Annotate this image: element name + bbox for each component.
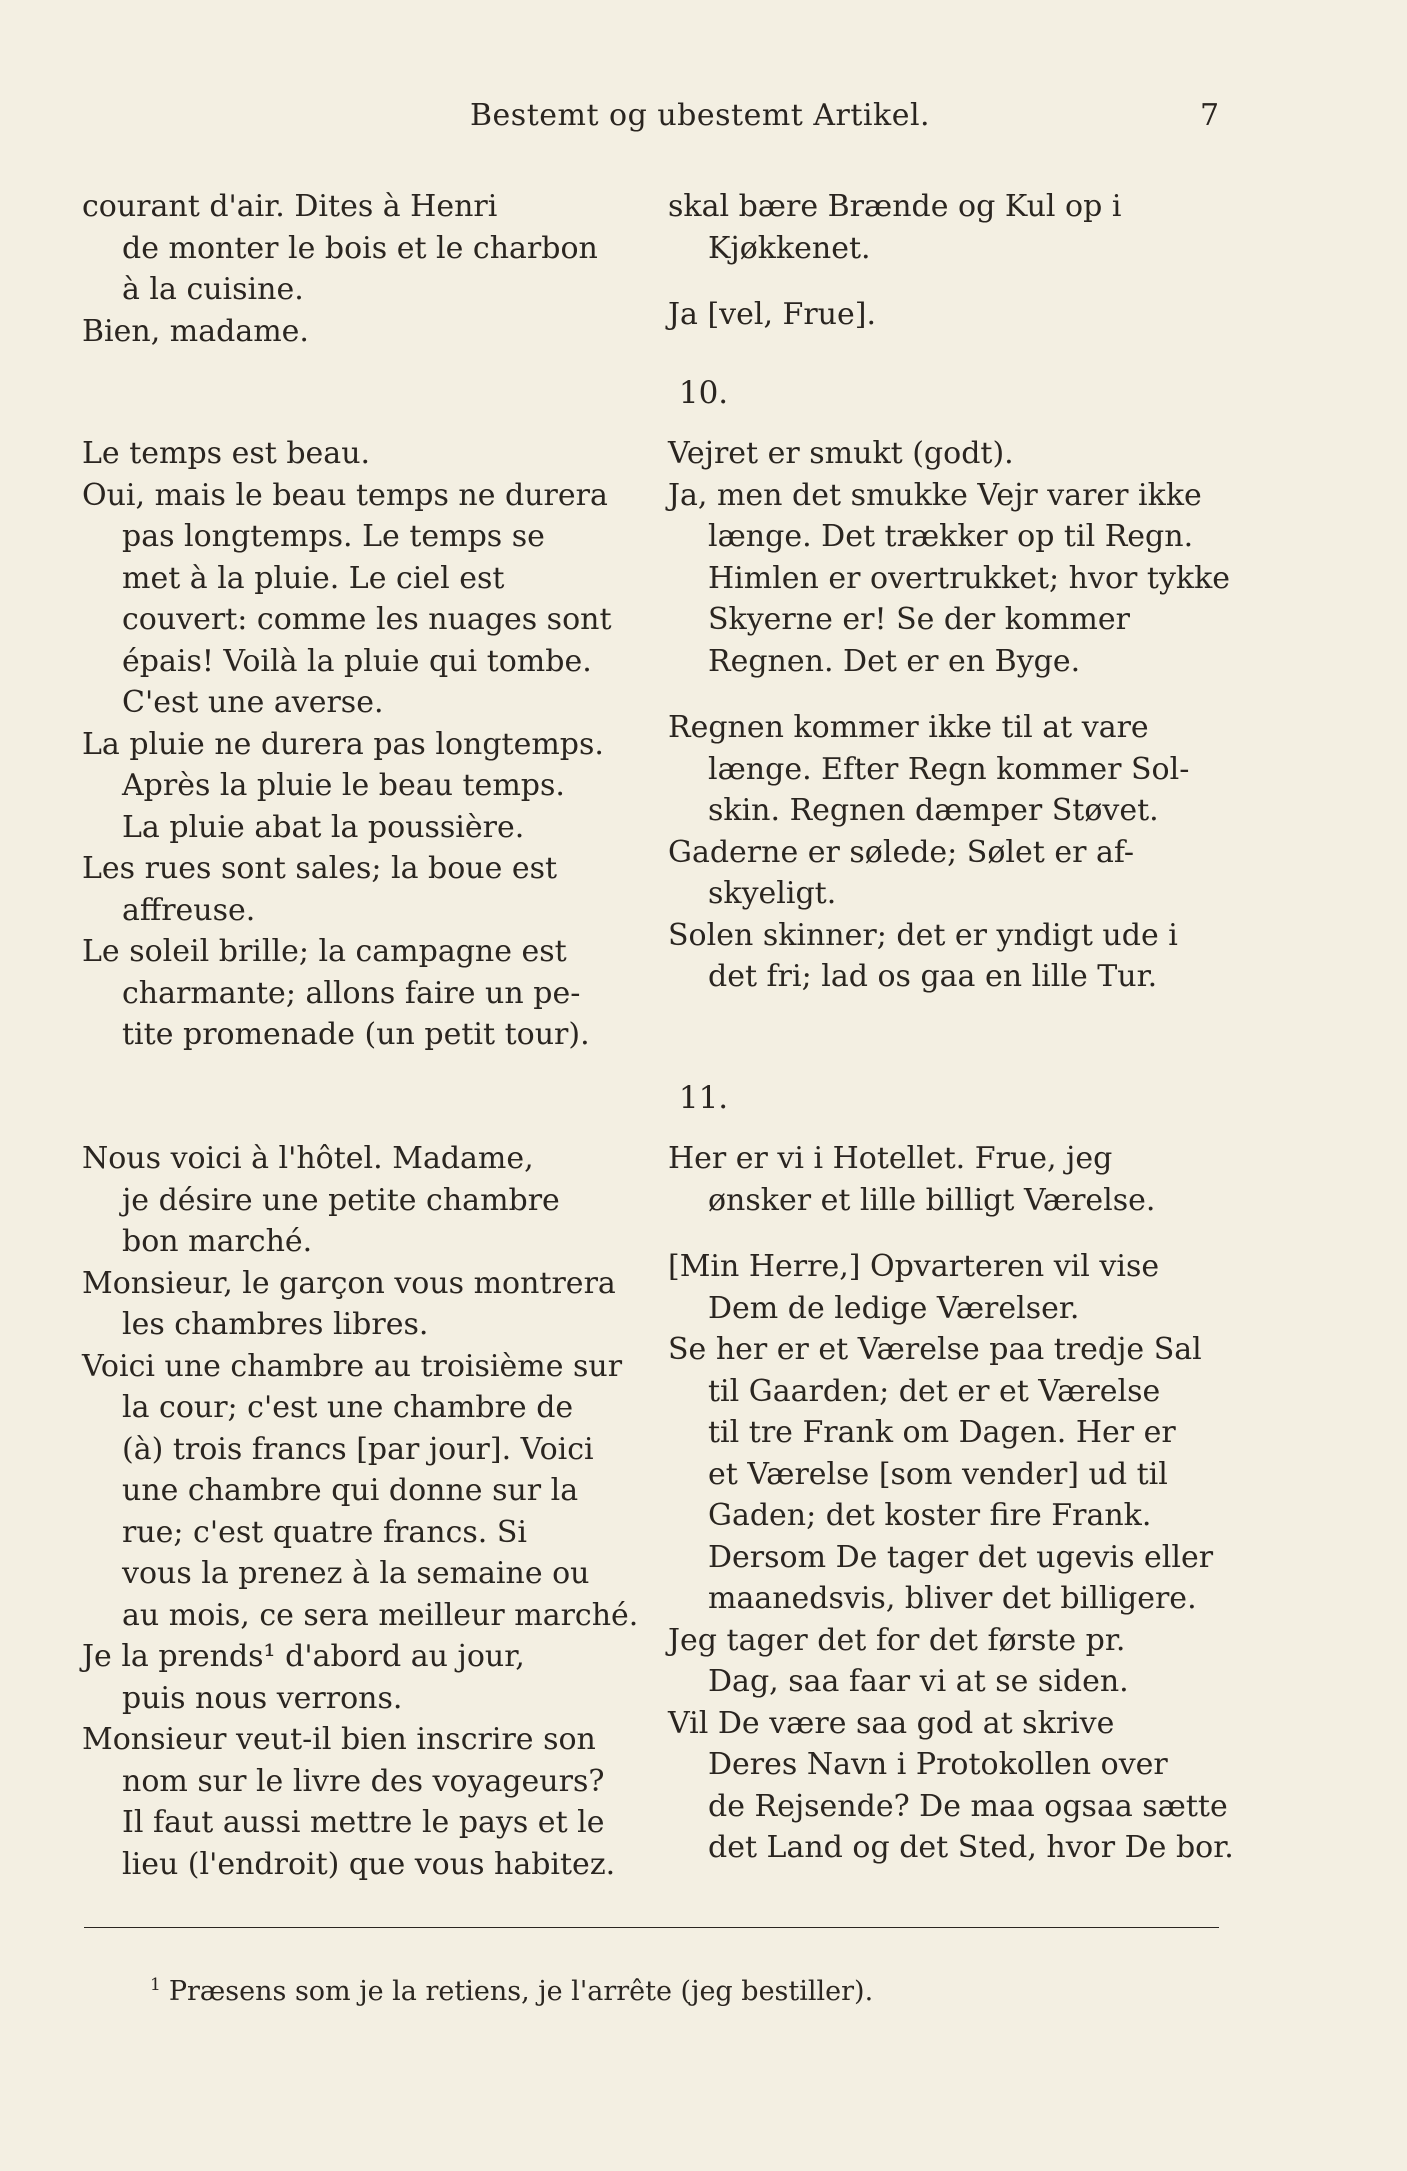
paragraph bbox=[84, 433, 624, 475]
sec10-left-column bbox=[84, 433, 624, 1056]
sec11-right-column bbox=[668, 1138, 1234, 1869]
paragraph bbox=[84, 931, 624, 1056]
text-line: Le temps est beau. bbox=[82, 436, 371, 471]
text-line: la cour; c'est une chambre de bbox=[122, 1390, 574, 1425]
text-line: Her er vi i Hotellet. Frue, jeg bbox=[668, 1141, 1113, 1176]
text-line: (à) trois francs [par jour]. Voici bbox=[122, 1431, 594, 1467]
paragraph bbox=[82, 1346, 639, 1637]
paragraph bbox=[670, 915, 1225, 998]
text-line: Jeg tager det for det første pr. bbox=[668, 1622, 1126, 1658]
paragraph bbox=[670, 433, 1225, 475]
footnote-text: Præsens som je la retiens, je l'arrête (jeg bestiller). bbox=[168, 1976, 874, 2007]
paragraph bbox=[84, 475, 624, 724]
footnote-divider bbox=[84, 1927, 1219, 1928]
text-line: de monter le bois et le charbon bbox=[122, 230, 598, 266]
text-line: det fri; lad os gaa en lille Tur. bbox=[708, 959, 1158, 994]
paragraph bbox=[84, 311, 624, 353]
text-line: Vil De være saa god at skrive bbox=[668, 1705, 1115, 1741]
text-line: Regnen kommer ikke til at vare bbox=[668, 710, 1149, 745]
text-line: Skyerne er! Se der kommer bbox=[708, 602, 1130, 637]
top-left-column bbox=[84, 186, 624, 352]
text-line: Le soleil brille; la campagne est bbox=[82, 934, 567, 969]
text-line: maanedsvis, bliver det billigere. bbox=[708, 1581, 1197, 1616]
text-line: C'est une averse. bbox=[122, 685, 384, 720]
text-line: skin. Regnen dæmper Støvet. bbox=[708, 793, 1159, 828]
footnote bbox=[150, 1975, 873, 2007]
text-line: Vejret er smukt (godt). bbox=[668, 436, 1014, 471]
text-line: épais! Voilà la pluie qui tombe. bbox=[122, 643, 592, 679]
text-line: Gaderne er sølede; Sølet er af- bbox=[668, 834, 1135, 870]
paragraph bbox=[84, 724, 624, 849]
text-line: Gaden; det koster fire Frank. bbox=[708, 1498, 1152, 1533]
text-line: [Min Herre,] Opvarteren vil vise bbox=[668, 1249, 1160, 1284]
text-line: charmante; allons faire un pe- bbox=[122, 975, 581, 1011]
text-line: rue; c'est quatre francs. Si bbox=[122, 1514, 528, 1550]
paragraph bbox=[670, 1329, 1225, 1620]
text-line: met à la pluie. Le ciel est bbox=[122, 560, 505, 596]
text-line: et Værelse [som vender] ud til bbox=[708, 1456, 1168, 1492]
text-line: puis nous verrons. bbox=[122, 1680, 403, 1716]
text-line: lieu (l'endroit) que vous habitez. bbox=[122, 1846, 616, 1882]
text-line: une chambre qui donne sur la bbox=[122, 1473, 579, 1508]
paragraph-gap bbox=[670, 269, 1225, 294]
text-line: tite promenade (un petit tour). bbox=[122, 1017, 590, 1052]
footnote-marker: 1 bbox=[150, 1975, 161, 1995]
paragraph bbox=[670, 707, 1225, 832]
paragraph bbox=[84, 186, 624, 311]
text-line: skal bære Brænde og Kul op i bbox=[668, 189, 1122, 224]
paragraph bbox=[668, 475, 1230, 683]
text-line: Les rues sont sales; la boue est bbox=[82, 851, 558, 886]
text-line: Monsieur, le garçon vous montrera bbox=[82, 1265, 616, 1301]
text-line: les chambres libres. bbox=[122, 1307, 429, 1342]
paragraph-gap bbox=[670, 1221, 1225, 1246]
text-line: Dersom De tager det ugevis eller bbox=[708, 1539, 1214, 1575]
text-line: ønsker et lille billigt Værelse. bbox=[708, 1182, 1156, 1218]
text-line: Regnen. Det er en Byge. bbox=[708, 643, 1081, 679]
text-line: det Land og det Sted, hvor De bor. bbox=[708, 1830, 1234, 1865]
text-line: Ja, men det smukke Vejr varer ikke bbox=[668, 477, 1202, 513]
text-line: Nous voici à l'hôtel. Madame, bbox=[82, 1141, 534, 1176]
paragraph bbox=[670, 1246, 1225, 1329]
text-line: couvert: comme les nuages sont bbox=[122, 602, 612, 637]
paragraph bbox=[670, 1138, 1225, 1221]
text-line: Dem de ledige Værelser. bbox=[708, 1290, 1080, 1326]
text-line: La pluie abat la poussière. bbox=[122, 809, 525, 845]
text-line: Se her er et Værelse paa tredje Sal bbox=[668, 1332, 1202, 1367]
text-line: La pluie ne durera pas longtemps. bbox=[82, 726, 604, 762]
text-line: skyeligt. bbox=[708, 876, 837, 911]
text-line: Ja [vel, Frue]. bbox=[668, 297, 876, 332]
text-line: til Gaarden; det er et Værelse bbox=[708, 1373, 1161, 1409]
text-line: Monsieur veut-il bien inscrire son bbox=[82, 1722, 596, 1757]
text-line: nom sur le livre des voyageurs? bbox=[122, 1763, 605, 1799]
running-title: Bestemt og ubestemt Artikel. bbox=[470, 98, 931, 133]
paragraph bbox=[84, 1263, 624, 1346]
text-line: Bien, madame. bbox=[82, 313, 309, 349]
text-line: Il faut aussi mettre le pays et le bbox=[122, 1805, 605, 1840]
sec11-left-column bbox=[82, 1138, 639, 1885]
top-right-column bbox=[670, 186, 1225, 336]
paragraph bbox=[84, 1138, 624, 1263]
text-line: Après la pluie le beau temps. bbox=[122, 768, 565, 803]
text-line: Oui, mais le beau temps ne durera bbox=[82, 477, 608, 513]
text-line: Deres Navn i Protokollen over bbox=[708, 1747, 1168, 1782]
text-line: vous la prenez à la semaine ou bbox=[122, 1556, 590, 1591]
text-line: Himlen er overtrukket; hvor tykke bbox=[708, 560, 1230, 596]
section-number-11: 11. bbox=[678, 1080, 729, 1116]
text-line: pas longtemps. Le temps se bbox=[122, 519, 545, 554]
paragraph bbox=[670, 186, 1225, 269]
text-line: Voici une chambre au troisième sur bbox=[82, 1348, 623, 1384]
text-line: Solen skinner; det er yndigt ude i bbox=[668, 917, 1178, 953]
text-line: de Rejsende? De maa ogsaa sætte bbox=[708, 1788, 1228, 1824]
paragraph bbox=[84, 848, 624, 931]
paragraph bbox=[84, 1719, 624, 1885]
text-line: je désire une petite chambre bbox=[122, 1182, 560, 1218]
text-line: længe. Efter Regn kommer Sol- bbox=[708, 751, 1190, 787]
paragraph bbox=[670, 832, 1225, 915]
text-line: à la cuisine. bbox=[122, 272, 304, 307]
section-number-10: 10. bbox=[678, 375, 729, 411]
text-line: Je la prends¹ d'abord au jour, bbox=[82, 1639, 525, 1674]
sec10-right-column bbox=[668, 433, 1230, 998]
paragraph bbox=[84, 1636, 624, 1719]
text-line: bon marché. bbox=[122, 1224, 313, 1259]
text-line: til tre Frank om Dagen. Her er bbox=[708, 1415, 1176, 1450]
text-line: Dag, saa faar vi at se siden. bbox=[708, 1664, 1129, 1699]
paragraph bbox=[670, 294, 1225, 336]
text-line: au mois, ce sera meilleur marché. bbox=[122, 1597, 639, 1633]
paragraph bbox=[670, 1620, 1225, 1703]
text-line: affreuse. bbox=[122, 892, 256, 928]
page-number: 7 bbox=[1200, 98, 1220, 133]
text-line: Kjøkkenet. bbox=[708, 230, 871, 266]
text-line: courant d'air. Dites à Henri bbox=[82, 189, 498, 224]
paragraph-gap bbox=[670, 682, 1225, 707]
paragraph bbox=[668, 1703, 1234, 1869]
text-line: længe. Det trækker op til Regn. bbox=[708, 519, 1194, 554]
